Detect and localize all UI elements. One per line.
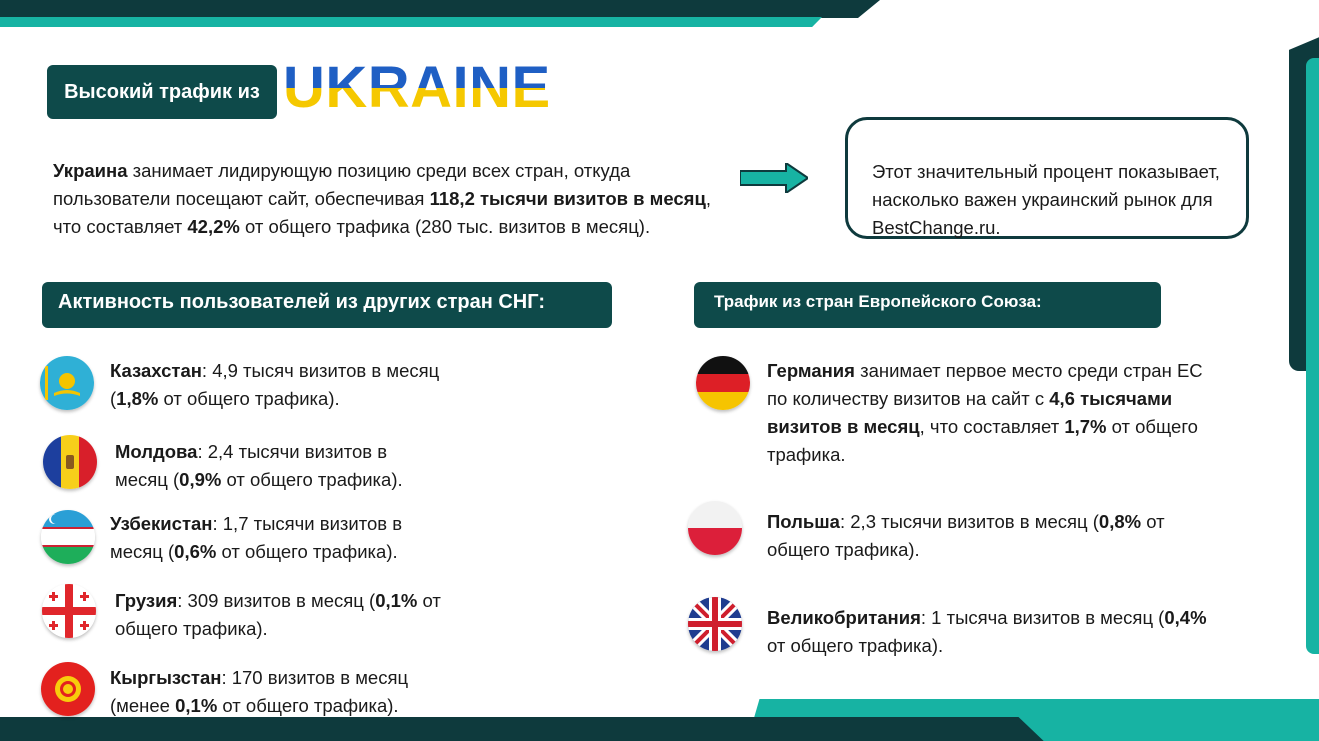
poland-flag-icon [688,501,742,555]
germany-flag-icon [696,356,750,410]
eu-heading: Трафик из стран Европейского Союза: [694,282,1161,328]
cis-item-uzbekistan [110,510,450,566]
country-text-b: от общего трафика). [217,695,399,716]
country-name: Казахстан [110,360,202,381]
intro-visits: 118,2 тысячи визитов в месяц [429,188,706,209]
country-text-a: : 1 тысяча визитов в месяц ( [920,607,1165,628]
cis-item-moldova [115,438,435,494]
country-text-b: от общего трафика). [767,635,944,656]
eu-item-poland [767,508,1197,564]
country-text-b: , что составляет [919,416,1065,437]
cis-heading: Активность пользователей из других стран СНГ: [42,282,612,328]
country-text-a: : 2,3 тысячи визитов в месяц ( [839,511,1099,532]
callout-text: Этот значительный процент показывает, насколько важен украинский рынок для BestChange.ru. [872,161,1220,238]
intro-country: Украина [53,160,128,181]
country-text-b: от общего трафика). [221,469,403,490]
kazakhstan-flag-icon [40,356,94,410]
cis-item-kyrgyzstan [110,664,450,720]
country-text-b: от общего трафика). [767,511,1165,560]
country-visits: 4,6 тысячами визитов в месяц [767,388,1173,437]
country-name: Молдова [115,441,198,462]
uk-flag-icon [688,597,742,651]
eu-item-germany [767,357,1217,469]
country-share: 0,8% [1098,511,1142,532]
intro-text-a: занимает лидирующую позицию среди всех стран, откуда пользователи посещают сайт, обеспечивая [53,160,631,209]
country-name: Польша [767,511,840,532]
country-text-a: : 4,9 тысяч визитов в месяц ( [110,360,440,409]
cis-item-georgia [115,587,460,643]
kyrgyzstan-flag-icon [41,662,95,716]
country-text-a: : 309 визитов в месяц ( [177,590,376,611]
country-name: Грузия [115,590,178,611]
arrow-right-icon [740,163,808,193]
country-text-a: : 1,7 тысячи визитов в месяц ( [110,513,403,562]
uzbekistan-flag-icon [41,510,95,564]
country-text-a: : 170 визитов в месяц (менее [110,667,409,716]
bottom-dark-stripe [0,717,1050,741]
country-text-c: от общего трафика. [767,416,1198,465]
country-text-a: занимает первое место среди стран ЕС по количеству визитов на сайт с [767,360,1203,409]
country-share: 0,9% [179,469,222,490]
title-label: Высокий трафик из [47,65,277,119]
country-text-b: от общего трафика). [158,388,340,409]
georgia-flag-icon [42,584,96,638]
country-text-a: : 2,4 тысячи визитов в месяц ( [115,441,388,490]
country-name: Германия [767,360,855,381]
country-share: 0,1% [175,695,218,716]
intro-paragraph [53,157,713,241]
ukraine-wordmark: UKRAINE [283,55,551,120]
callout-box [845,117,1249,239]
right-teal-stripe [1306,58,1319,654]
country-share: 1,8% [116,388,159,409]
intro-share: 42,2% [187,216,240,237]
moldova-flag-icon [43,435,97,489]
country-text-b: от общего трафика). [115,590,441,639]
country-name: Узбекистан [110,513,213,534]
intro-text-b: , что составляет [53,188,711,237]
country-share: 1,7% [1064,416,1107,437]
cis-item-kazakhstan [110,357,490,413]
country-name: Кыргызстан [110,667,222,688]
eu-item-uk [767,604,1207,660]
intro-text-c: от общего трафика (280 тыс. визитов в месяц). [239,216,651,237]
top-dark-stripe [0,0,880,18]
country-text-b: от общего трафика). [216,541,398,562]
top-teal-stripe [0,17,822,27]
country-share: 0,6% [174,541,217,562]
country-name: Великобритания [767,607,921,628]
country-share: 0,1% [375,590,418,611]
country-share: 0,4% [1164,607,1207,628]
